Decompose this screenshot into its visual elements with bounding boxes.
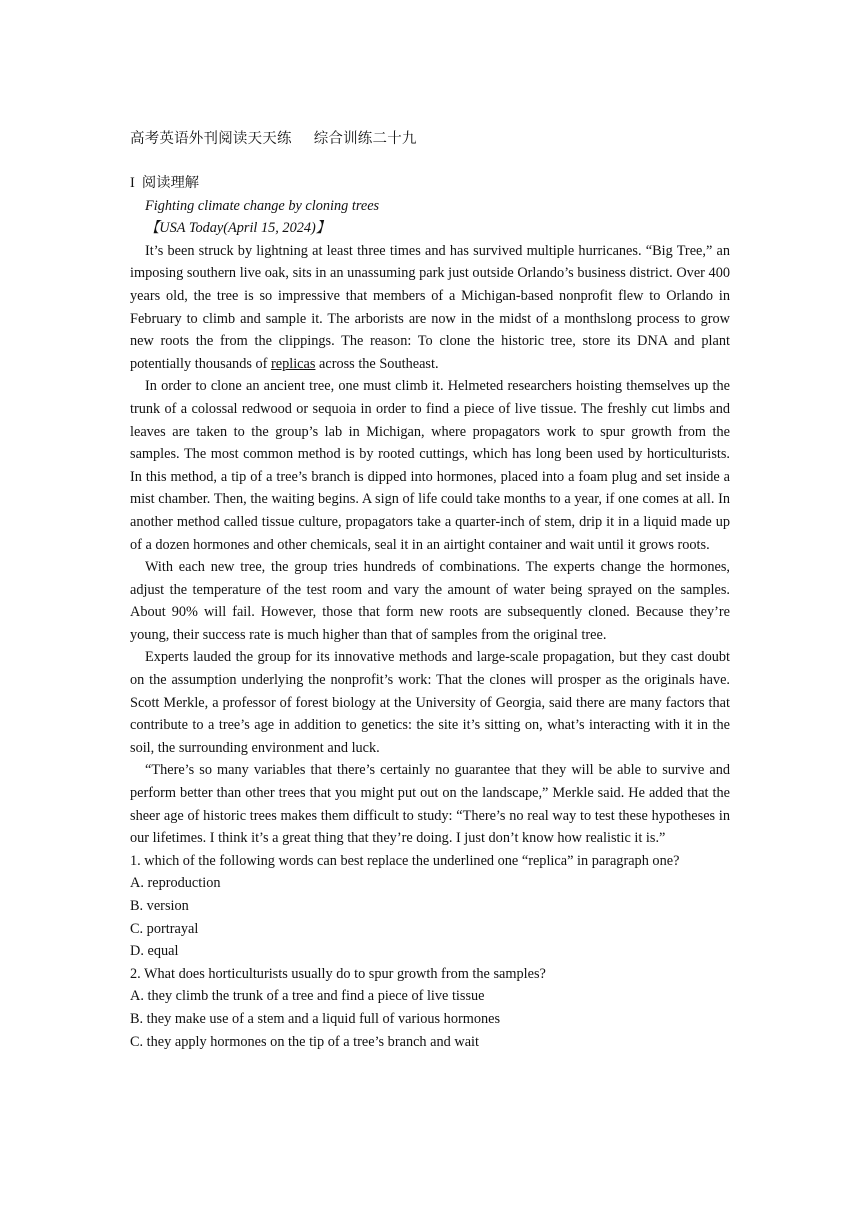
section-title: 阅读理解 — [141, 175, 200, 191]
question-option: B. version — [130, 898, 189, 914]
document-body — [130, 172, 730, 1053]
question-option: A. reproduction — [130, 875, 221, 892]
question-1 — [130, 850, 730, 963]
article-paragraph-1: It’s been struck by lightning at least three times and has survived multiple hurricanes. “Big Tree,” an imposing southern live oak, sits in an unassuming park just outside Orlando’s business district. Over 400 years old, the tree is so impressive that members of a Michigan-based nonprofit flew to Orlando in February to climb and sample it. The arborists are now in the midst of a monthslong process to grow new roots the from the clippings. The reason: To clone the historic tree, store its DNA and plant potentially thousands of replicas across the Southeast. — [130, 242, 730, 372]
section-heading — [130, 172, 730, 195]
unit-title: 综合训练二十九 — [313, 131, 417, 147]
question-option: B. they make use of a stem and a liquid full of various hormones — [130, 1010, 501, 1027]
question-option: D. equal — [130, 943, 179, 960]
question-option: C. they apply hormones on the tip of a tree’s branch and wait — [130, 1033, 479, 1050]
article-paragraph-3: With each new tree, the group tries hundreds of combinations. The experts change the hormones, adjust the temperature of the test room and vary the amount of water being sprayed on the samples. About 90% will fail. However, those that form new roots are subsequently cloned. Because they’re young, their success rate is much higher than that of samples from the original tree. — [130, 559, 730, 643]
document-header — [130, 127, 417, 148]
underlined-word: replicas — [270, 355, 316, 372]
article-paragraph-2: In order to clone an ancient tree, one must climb it. Helmeted researchers hoisting themselves up the trunk of a colossal redwood or sequoia in order to find a piece of live tissue. The freshly cut limbs and leaves are taken to the group’s lab in Michigan, where propagators work to spur growth from the samples. The most common method is by rooted cuttings, which has long been used by horticulturists. In this method, a tip of a tree’s branch is dipped into hormones, placed into a foam plug and set inside a mist chamber. Then, the waiting begins. A sign of life could take months to a year, if one comes at all. In another method called tissue culture, propagators take a quarter-inch of stem, drip it in a liquid made up of a dozen hormones and other chemicals, seal it in an airtight container and wait until it grows roots. — [130, 378, 730, 553]
article-title: Fighting climate change by cloning trees — [145, 197, 380, 214]
section-number: I — [130, 175, 135, 191]
question-2 — [130, 963, 730, 1053]
article-paragraph-5: “There’s so many variables that there’s certainly no guarantee that they will be able to survive and perform better than other trees that you might put out on the landscape,” Merkle said. He added that the sheer age of historic trees makes them difficult to study: “There’s no real way to test these hypotheses in our lifetimes. I think it’s a great thing that they’re doing. I just don’t know how realistic it is.” — [130, 762, 730, 847]
article-source: 【USA Today(April 15, 2024)】 — [145, 220, 331, 237]
article-paragraph-4: Experts lauded the group for its innovative methods and large-scale propagation, but they cast doubt on the assumption underlying the nonprofit’s work: That the clones will prosper as the originals have. Scott Merkle, a professor of forest biology at the University of Georgia, said there are many factors that contribute to a tree’s age in addition to genetics: the site it’s sitting on, what’s interacting with it in the soil, the surrounding environment and luck. — [130, 649, 730, 756]
question-stem: 1. which of the following words can best replace the underlined one “replica” in paragraph one? — [130, 852, 680, 869]
series-title: 高考英语外刊阅读天天练 — [130, 131, 292, 147]
question-option: A. they climb the trunk of a tree and find a piece of live tissue — [130, 988, 485, 1005]
question-option: C. portrayal — [130, 920, 199, 937]
question-stem: 2. What does horticulturists usually do to spur growth from the samples? — [130, 965, 546, 982]
